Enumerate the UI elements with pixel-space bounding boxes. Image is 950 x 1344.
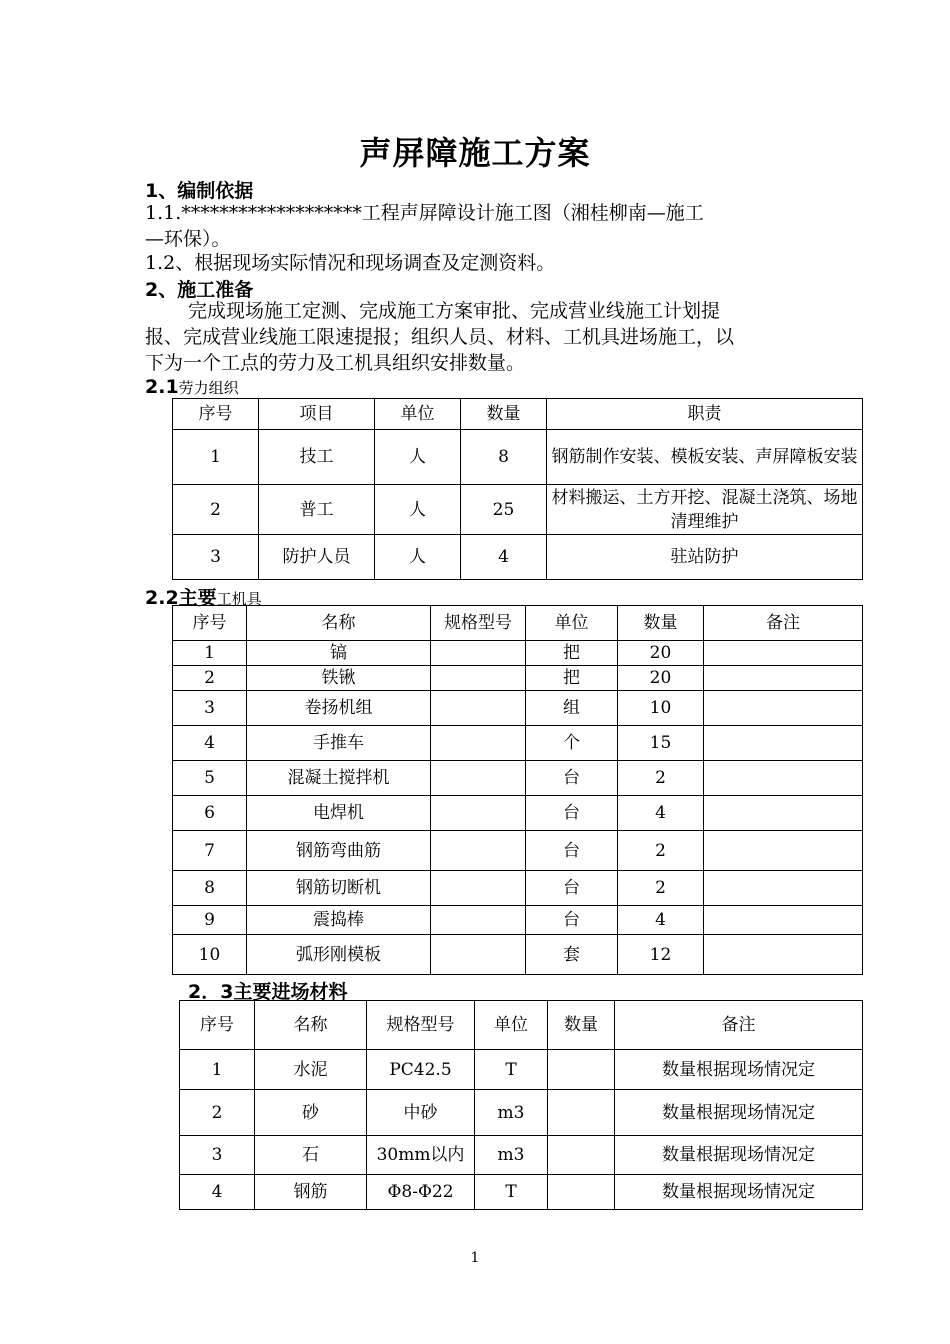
- table-row: [180, 1175, 863, 1210]
- table-cell: 4: [173, 726, 247, 761]
- table-row: [173, 796, 863, 831]
- header-cell: 单位: [526, 606, 618, 641]
- section-1-line-1b: —环保）。: [145, 228, 231, 250]
- table-row: [173, 430, 863, 485]
- table-cell: m3: [475, 1090, 548, 1136]
- table-cell: 把: [526, 641, 618, 666]
- table-cell: 技工: [259, 430, 375, 485]
- table-cell: [704, 871, 863, 906]
- table-row: [180, 1090, 863, 1136]
- table-cell: 台: [526, 796, 618, 831]
- table-cell: 3: [173, 691, 247, 726]
- header-cell: 规格型号: [367, 1001, 475, 1050]
- table-row: [173, 666, 863, 691]
- table-cell: [431, 796, 526, 831]
- table-cell: 2: [618, 761, 704, 796]
- table-row: [180, 1136, 863, 1175]
- table-cell: 钢筋制作安装、模板安装、声屏障板安装: [547, 430, 863, 485]
- table-cell: 8: [461, 430, 547, 485]
- table-cell: [704, 906, 863, 935]
- table-cell: 驻站防护: [547, 535, 863, 580]
- table-cell: 套: [526, 935, 618, 975]
- table-cell: 材料搬运、土方开挖、混凝土浇筑、场地清理维护: [547, 485, 863, 535]
- table-cell: 台: [526, 871, 618, 906]
- section-2-1-number: 2.1: [145, 376, 179, 398]
- section-2-2-bold: 主要: [178, 587, 217, 609]
- table-cell: 中砂: [367, 1090, 475, 1136]
- table-row: [173, 906, 863, 935]
- table-cell: 3: [173, 535, 259, 580]
- table-cell: PC42.5: [367, 1050, 475, 1090]
- table-row: [173, 935, 863, 975]
- table-row: [173, 535, 863, 580]
- table-cell: 砂: [255, 1090, 367, 1136]
- page-title: 声屏障施工方案: [359, 134, 591, 172]
- table-row: [173, 871, 863, 906]
- section-1-line-2: 1.2、根据现场实际情况和现场调查及定测资料。: [145, 252, 556, 274]
- materials-table: [179, 1000, 863, 1210]
- header-cell: 名称: [255, 1001, 367, 1050]
- table-cell: [431, 871, 526, 906]
- table-row: [173, 485, 863, 535]
- header-cell: 职责: [547, 399, 863, 430]
- table-cell: 20: [618, 666, 704, 691]
- table-cell: 2: [173, 485, 259, 535]
- table-cell: [704, 935, 863, 975]
- table-cell: [431, 935, 526, 975]
- table-cell: 台: [526, 906, 618, 935]
- table-cell: T: [475, 1175, 548, 1210]
- table-cell: 防护人员: [259, 535, 375, 580]
- labor-table: [172, 398, 863, 580]
- table-cell: 混凝土搅拌机: [247, 761, 431, 796]
- header-cell: 备注: [704, 606, 863, 641]
- table-cell: 9: [173, 906, 247, 935]
- header-cell: 规格型号: [431, 606, 526, 641]
- table-cell: [548, 1136, 615, 1175]
- section-2-para-line-1: 完成现场施工定测、完成施工方案审批、完成营业线施工计划提: [188, 300, 721, 322]
- table-cell: 个: [526, 726, 618, 761]
- table-row: [173, 691, 863, 726]
- header-cell: 备注: [615, 1001, 863, 1050]
- table-cell: 普工: [259, 485, 375, 535]
- header-cell: 序号: [173, 606, 247, 641]
- table-cell: [431, 831, 526, 871]
- section-2-1-heading: [145, 376, 239, 398]
- table-cell: 1: [180, 1050, 255, 1090]
- table-cell: 数量根据现场情况定: [615, 1175, 863, 1210]
- table-row: [173, 641, 863, 666]
- page-number: 1: [470, 1250, 480, 1266]
- header-cell: 数量: [548, 1001, 615, 1050]
- table-cell: Φ8-Φ22: [367, 1175, 475, 1210]
- table-cell: [704, 666, 863, 691]
- table-cell: 电焊机: [247, 796, 431, 831]
- table-cell: 手推车: [247, 726, 431, 761]
- table-cell: 卷扬机组: [247, 691, 431, 726]
- table-cell: [431, 666, 526, 691]
- table-cell: [704, 796, 863, 831]
- section-2-para-line-2: 报、完成营业线施工限速提报；组织人员、材料、工机具进场施工，以: [145, 326, 735, 348]
- table-cell: 水泥: [255, 1050, 367, 1090]
- table-cell: 2: [618, 871, 704, 906]
- table-cell: 1: [173, 641, 247, 666]
- table-cell: [431, 691, 526, 726]
- table-header-row: [173, 606, 863, 641]
- header-cell: 序号: [180, 1001, 255, 1050]
- table-cell: T: [475, 1050, 548, 1090]
- header-cell: 名称: [247, 606, 431, 641]
- table-cell: 2: [173, 666, 247, 691]
- table-cell: 钢筋弯曲筋: [247, 831, 431, 871]
- table-cell: [548, 1050, 615, 1090]
- table-cell: 4: [618, 796, 704, 831]
- table-cell: [704, 726, 863, 761]
- table-header-row: [173, 399, 863, 430]
- table-cell: [431, 906, 526, 935]
- table-cell: 镐: [247, 641, 431, 666]
- table-cell: [548, 1090, 615, 1136]
- table-cell: [704, 641, 863, 666]
- table-cell: 人: [375, 485, 461, 535]
- table-header-row: [180, 1001, 863, 1050]
- header-cell: 序号: [173, 399, 259, 430]
- table-cell: 人: [375, 535, 461, 580]
- table-cell: 把: [526, 666, 618, 691]
- table-cell: 3: [180, 1136, 255, 1175]
- table-cell: 钢筋切断机: [247, 871, 431, 906]
- table-cell: 25: [461, 485, 547, 535]
- table-cell: 数量根据现场情况定: [615, 1136, 863, 1175]
- header-cell: 项目: [259, 399, 375, 430]
- table-cell: 台: [526, 761, 618, 796]
- header-cell: 数量: [618, 606, 704, 641]
- table-cell: m3: [475, 1136, 548, 1175]
- table-cell: 4: [618, 906, 704, 935]
- table-cell: 5: [173, 761, 247, 796]
- table-cell: 组: [526, 691, 618, 726]
- table-cell: 人: [375, 430, 461, 485]
- section-1-heading: 1、编制依据: [145, 180, 254, 202]
- table-cell: 30mm以内: [367, 1136, 475, 1175]
- table-cell: [431, 726, 526, 761]
- header-cell: 单位: [375, 399, 461, 430]
- table-cell: 4: [180, 1175, 255, 1210]
- table-row: [173, 726, 863, 761]
- section-2-2-label: 工机具: [216, 590, 262, 608]
- table-cell: 8: [173, 871, 247, 906]
- table-cell: [431, 641, 526, 666]
- section-2-para-line-3: 下为一个工点的劳力及工机具组织安排数量。: [145, 352, 526, 374]
- section-2-3-heading: 2．3主要进场材料: [188, 981, 348, 1003]
- section-2-heading: 2、施工准备: [145, 279, 254, 301]
- table-cell: 7: [173, 831, 247, 871]
- table-cell: 台: [526, 831, 618, 871]
- table-cell: 震捣棒: [247, 906, 431, 935]
- table-cell: 数量根据现场情况定: [615, 1090, 863, 1136]
- table-cell: [431, 761, 526, 796]
- table-cell: 1: [173, 430, 259, 485]
- table-row: [173, 831, 863, 871]
- table-cell: 12: [618, 935, 704, 975]
- section-2-2-number: 2.2: [145, 587, 179, 609]
- table-cell: 10: [173, 935, 247, 975]
- table-cell: 6: [173, 796, 247, 831]
- table-row: [180, 1050, 863, 1090]
- table-cell: 15: [618, 726, 704, 761]
- table-cell: 10: [618, 691, 704, 726]
- table-cell: [704, 691, 863, 726]
- table-cell: 2: [180, 1090, 255, 1136]
- header-cell: 单位: [475, 1001, 548, 1050]
- table-cell: 石: [255, 1136, 367, 1175]
- header-cell: 数量: [461, 399, 547, 430]
- tools-table: [172, 605, 863, 975]
- table-row: [173, 761, 863, 796]
- table-cell: 钢筋: [255, 1175, 367, 1210]
- section-1-line-1a: 1.1.*******************工程声屏障设计施工图（湘桂柳南—施工: [145, 202, 704, 224]
- table-cell: 数量根据现场情况定: [615, 1050, 863, 1090]
- table-cell: 4: [461, 535, 547, 580]
- table-cell: [704, 761, 863, 796]
- table-cell: 铁锹: [247, 666, 431, 691]
- table-cell: [704, 831, 863, 871]
- section-2-1-label: 劳力组织: [178, 379, 239, 397]
- table-cell: [548, 1175, 615, 1210]
- table-cell: 2: [618, 831, 704, 871]
- table-cell: 弧形刚模板: [247, 935, 431, 975]
- table-cell: 20: [618, 641, 704, 666]
